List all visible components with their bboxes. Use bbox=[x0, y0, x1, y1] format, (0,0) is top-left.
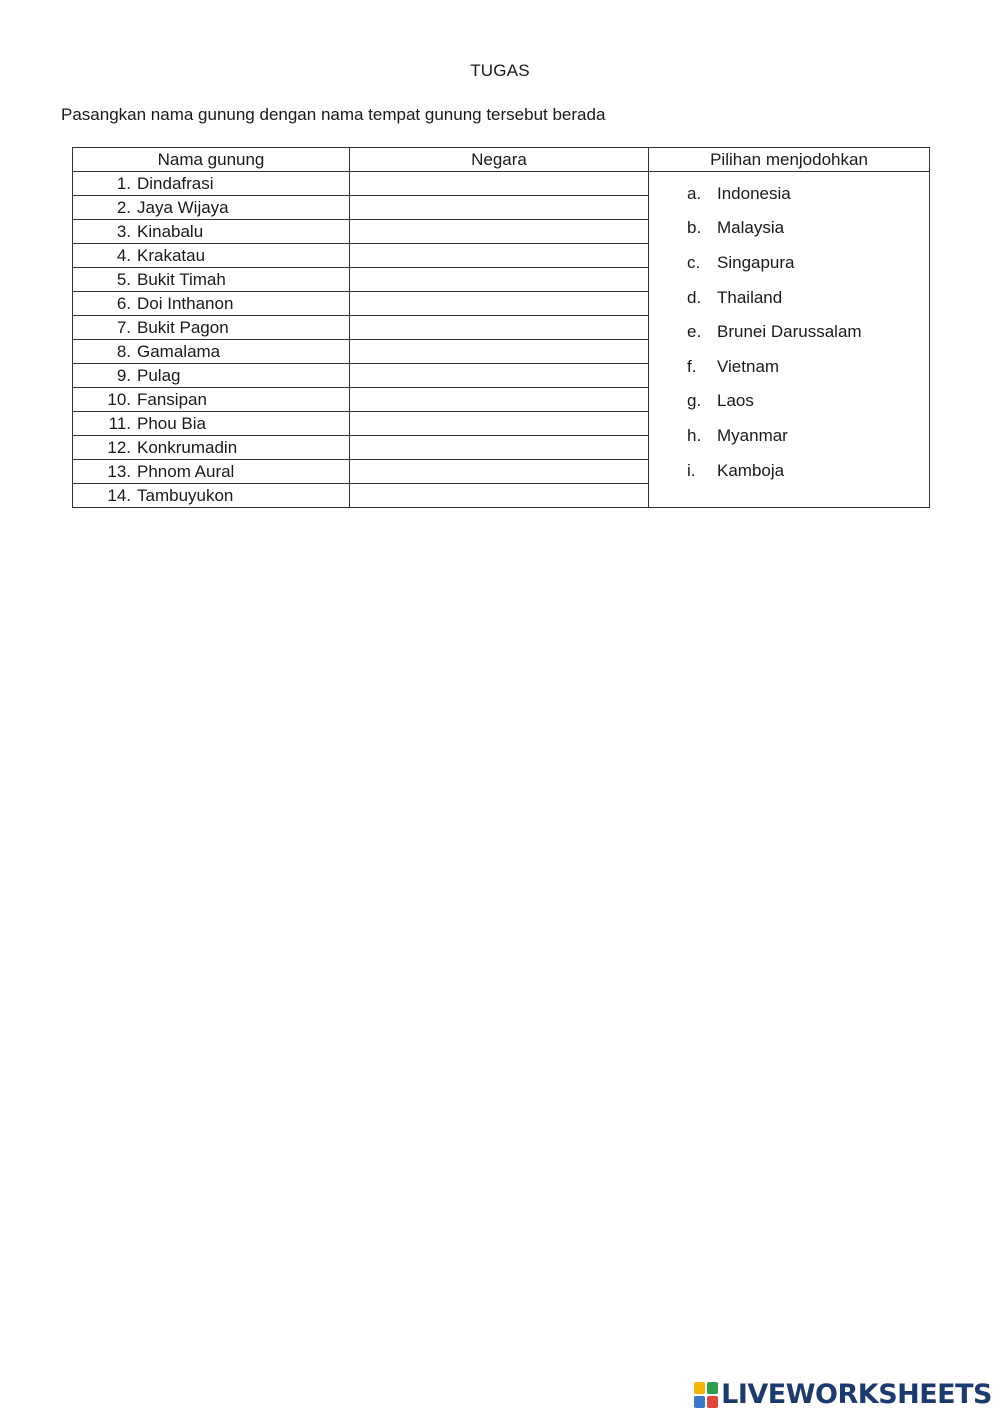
table-row bbox=[73, 172, 930, 196]
negara-answer-cell[interactable] bbox=[350, 268, 649, 292]
options-cell bbox=[649, 172, 930, 508]
mountain-cell bbox=[73, 340, 350, 364]
mountain-cell bbox=[73, 412, 350, 436]
option-country: Malaysia bbox=[717, 218, 785, 238]
option-country: Myanmar bbox=[717, 425, 788, 445]
mountain-number: 1. bbox=[116, 174, 131, 193]
option-letter: i. bbox=[687, 460, 696, 480]
mountain-name: Bukit Pagon bbox=[137, 318, 229, 337]
header-pilihan: Pilihan menjodohkan bbox=[649, 148, 930, 172]
option-letter: g. bbox=[687, 391, 702, 411]
negara-answer-cell[interactable] bbox=[350, 436, 649, 460]
option-country: Singapura bbox=[717, 253, 795, 273]
option-country: Kamboja bbox=[717, 460, 785, 480]
mountain-number: 13. bbox=[107, 462, 131, 481]
mountain-cell bbox=[73, 196, 350, 220]
option-item bbox=[649, 426, 929, 461]
page-title: TUGAS bbox=[470, 61, 530, 80]
option-letter: d. bbox=[687, 287, 702, 307]
mountain-name: Doi Inthanon bbox=[137, 294, 234, 313]
mountain-cell bbox=[73, 388, 350, 412]
mountain-cell bbox=[73, 364, 350, 388]
mountain-name: Dindafrasi bbox=[137, 174, 214, 193]
mountain-name: Tambuyukon bbox=[137, 486, 234, 505]
mountain-number: 6. bbox=[116, 294, 131, 313]
mountain-cell bbox=[73, 172, 350, 196]
option-country: Indonesia bbox=[717, 183, 791, 203]
mountain-name: Jaya Wijaya bbox=[137, 198, 229, 217]
header-negara: Negara bbox=[350, 148, 649, 172]
mountain-cell bbox=[73, 244, 350, 268]
mountain-name: Phou Bia bbox=[137, 414, 206, 433]
liveworksheets-logo-icon bbox=[694, 1382, 718, 1408]
option-item bbox=[649, 322, 929, 357]
negara-answer-cell[interactable] bbox=[350, 196, 649, 220]
mountain-number: 14. bbox=[107, 486, 131, 505]
option-letter: h. bbox=[687, 425, 702, 445]
mountain-cell bbox=[73, 436, 350, 460]
mountain-number: 2. bbox=[116, 198, 131, 217]
mountain-number: 10. bbox=[107, 390, 131, 409]
instruction-text: Pasangkan nama gunung dengan nama tempat gunung tersebut berada bbox=[61, 105, 606, 124]
mountain-cell bbox=[73, 484, 350, 508]
header-nama-gunung: Nama gunung bbox=[73, 148, 350, 172]
mountain-cell bbox=[73, 292, 350, 316]
mountain-number: 3. bbox=[116, 222, 131, 241]
mountain-number: 8. bbox=[116, 342, 131, 361]
mountain-name: Krakatau bbox=[137, 246, 206, 265]
mountain-name: Konkrumadin bbox=[137, 438, 238, 457]
negara-answer-cell[interactable] bbox=[350, 388, 649, 412]
mountain-cell bbox=[73, 316, 350, 340]
option-country: Thailand bbox=[717, 287, 783, 307]
option-item bbox=[649, 218, 929, 253]
option-item bbox=[649, 184, 929, 219]
mountain-name: Pulag bbox=[137, 366, 181, 385]
brand-text: LIVEWORKSHEETS bbox=[721, 1379, 992, 1410]
negara-answer-cell[interactable] bbox=[350, 340, 649, 364]
option-letter: f. bbox=[687, 356, 697, 376]
option-letter: a. bbox=[687, 183, 702, 203]
mountain-number: 11. bbox=[108, 414, 131, 433]
mountain-name: Bukit Timah bbox=[137, 270, 226, 289]
negara-answer-cell[interactable] bbox=[350, 484, 649, 508]
negara-answer-cell[interactable] bbox=[350, 316, 649, 340]
negara-answer-cell[interactable] bbox=[350, 412, 649, 436]
matching-table bbox=[72, 147, 930, 508]
option-country: Brunei Darussalam bbox=[717, 322, 862, 342]
option-item bbox=[649, 391, 929, 426]
mountain-number: 4. bbox=[116, 246, 131, 265]
option-country: Vietnam bbox=[717, 356, 780, 376]
header-row bbox=[73, 148, 930, 172]
mountain-name: Gamalama bbox=[137, 342, 221, 361]
mountain-number: 7. bbox=[116, 318, 131, 337]
option-country: Laos bbox=[717, 391, 754, 411]
negara-answer-cell[interactable] bbox=[350, 364, 649, 388]
option-item bbox=[649, 253, 929, 288]
option-letter: b. bbox=[687, 218, 702, 238]
mountain-name: Kinabalu bbox=[137, 222, 204, 241]
option-letter: e. bbox=[687, 322, 702, 342]
mountain-number: 5. bbox=[116, 270, 131, 289]
mountain-cell bbox=[73, 268, 350, 292]
mountain-name: Fansipan bbox=[137, 390, 207, 409]
liveworksheets-brand bbox=[694, 1379, 992, 1410]
option-item bbox=[649, 357, 929, 392]
negara-answer-cell[interactable] bbox=[350, 292, 649, 316]
negara-answer-cell[interactable] bbox=[350, 172, 649, 196]
mountain-number: 12. bbox=[107, 438, 131, 457]
negara-answer-cell[interactable] bbox=[350, 220, 649, 244]
mountain-cell bbox=[73, 220, 350, 244]
option-letter: c. bbox=[687, 253, 701, 273]
mountain-cell bbox=[73, 460, 350, 484]
negara-answer-cell[interactable] bbox=[350, 460, 649, 484]
mountain-number: 9. bbox=[116, 366, 131, 385]
option-item bbox=[649, 461, 929, 496]
negara-answer-cell[interactable] bbox=[350, 244, 649, 268]
mountain-name: Phnom Aural bbox=[137, 462, 235, 481]
option-item bbox=[649, 288, 929, 323]
